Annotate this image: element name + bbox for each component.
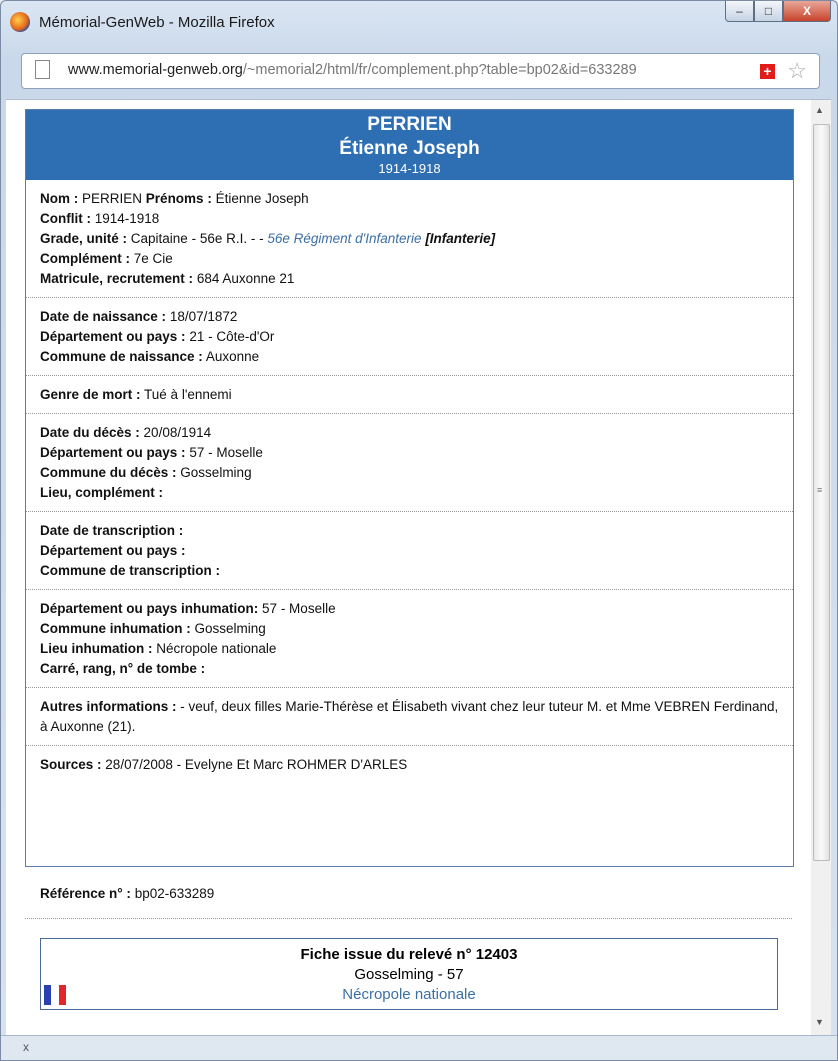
scroll-down-arrow-icon[interactable]: ▼ — [815, 1017, 824, 1027]
field-label: Grade, unité : — [40, 231, 128, 246]
field-value: Nécropole nationale — [156, 641, 277, 656]
field-value: 20/08/1914 — [143, 425, 212, 440]
record-header — [26, 110, 793, 180]
vertical-scrollbar[interactable] — [811, 100, 831, 1035]
field-label: Date de transcription : — [40, 523, 184, 538]
field-line — [40, 189, 779, 209]
field-value: 7e Cie — [133, 251, 173, 266]
soldier-record-card — [25, 109, 794, 867]
window-controls — [725, 1, 831, 23]
fiche-title: Fiche issue du relevé n° 12403 — [300, 946, 518, 963]
minimize-button[interactable]: – — [725, 1, 754, 22]
field-value: 57 - Moselle — [262, 601, 336, 616]
field-value: Étienne Joseph — [215, 191, 309, 206]
field-value: Auxonne — [205, 349, 260, 364]
field-line — [40, 521, 779, 541]
field-line — [40, 327, 779, 347]
field-line — [40, 697, 779, 737]
field-value: 57 - Moselle — [189, 445, 263, 460]
window-title: Mémorial-GenWeb - Mozilla Firefox — [39, 14, 275, 31]
field-line — [40, 229, 779, 249]
field-label: Département ou pays : — [40, 543, 186, 558]
field-line — [40, 423, 779, 443]
field-label: Commune inhumation : — [40, 621, 191, 636]
field-label: Carré, rang, n° de tombe : — [40, 661, 206, 676]
field-line — [40, 659, 779, 679]
field-line — [40, 443, 779, 463]
field-line — [40, 483, 779, 503]
other-info-section — [26, 688, 793, 746]
sources-section — [26, 746, 793, 783]
necropole-link[interactable]: Nécropole nationale — [342, 986, 476, 1003]
death-type-section — [26, 376, 793, 414]
field-line — [40, 209, 779, 229]
field-line — [40, 619, 779, 639]
identity-section — [26, 180, 793, 298]
field-label: Commune du décès : — [40, 465, 177, 480]
source-fiche-box — [40, 938, 778, 1010]
field-value: - veuf, deux filles Marie-Thérèse et Élisabeth vivant chez leur tuteur M. et Mme VEBREN Ferdinand, à Auxonne (21). — [40, 699, 779, 734]
field-line — [40, 249, 779, 269]
field-label: Date de naissance : — [40, 309, 167, 324]
field-label: Matricule, recrutement : — [40, 271, 194, 286]
reference-value: bp02-633289 — [134, 886, 215, 901]
field-line — [40, 599, 779, 619]
field-label: Département ou pays inhumation: — [40, 601, 259, 616]
field-label: Conflit : — [40, 211, 91, 226]
field-value: 684 Auxonne 21 — [196, 271, 295, 286]
field-label: Commune de transcription : — [40, 563, 221, 578]
regiment-link[interactable]: 56e Régiment d'Infanterie — [267, 231, 422, 246]
scroll-up-arrow-icon[interactable]: ▲ — [815, 105, 824, 115]
scroll-thumb[interactable] — [813, 124, 830, 861]
field-label: Sources : — [40, 757, 102, 772]
burial-section — [26, 590, 793, 688]
field-value: 1914-1918 — [94, 211, 160, 226]
field-line — [40, 463, 779, 483]
record-years: 1914-1918 — [378, 161, 441, 176]
page-icon — [35, 60, 50, 79]
field-value: 18/07/1872 — [169, 309, 238, 324]
field-label: Date du décès : — [40, 425, 140, 440]
field-label: Commune de naissance : — [40, 349, 203, 364]
field-value: PERRIEN — [82, 191, 143, 206]
status-bar — [1, 1035, 837, 1060]
url-text[interactable] — [68, 62, 637, 78]
record-firstnames: Étienne Joseph — [339, 138, 480, 159]
bookmark-star-icon[interactable]: ☆ — [787, 58, 807, 83]
french-flag-icon — [44, 985, 66, 1005]
field-label: Autres informations : — [40, 699, 177, 714]
field-label: Prénoms : — [145, 191, 212, 206]
page-content — [6, 99, 831, 1035]
field-label: Complément : — [40, 251, 131, 266]
field-label: Nom : — [40, 191, 79, 206]
field-value: 28/07/2008 - Evelyne Et Marc ROHMER D'ARLES — [105, 757, 408, 772]
field-line — [40, 307, 779, 327]
field-line — [40, 639, 779, 659]
unit-type: [Infanterie] — [425, 231, 496, 246]
field-value: Capitaine - 56e R.I. - - — [130, 231, 264, 246]
grip-icon: ≡ — [817, 485, 823, 495]
field-value: Gosselming — [180, 465, 252, 480]
reference-line — [40, 886, 214, 901]
field-value: 21 - Côte-d'Or — [189, 329, 275, 344]
title-bar — [1, 1, 837, 47]
address-bar[interactable] — [21, 53, 820, 89]
maximize-button[interactable]: □ — [754, 1, 783, 22]
divider — [25, 918, 792, 919]
reference-label: Référence n° : — [40, 886, 131, 901]
field-label: Lieu inhumation : — [40, 641, 153, 656]
fiche-place: Gosselming - 57 — [354, 966, 464, 983]
url-path: /~memorial2/html/fr/complement.php?table=bp02&id=633289 — [242, 62, 637, 78]
death-section — [26, 414, 793, 512]
field-line — [40, 561, 779, 581]
transcription-section — [26, 512, 793, 590]
swiss-flag-icon[interactable]: + — [760, 64, 775, 79]
close-addon-bar-icon[interactable]: x — [23, 1040, 29, 1054]
field-label: Genre de mort : — [40, 387, 141, 402]
url-host: www.memorial-genweb.org — [68, 62, 243, 78]
field-line — [40, 385, 779, 405]
record-surname: PERRIEN — [367, 114, 452, 135]
firefox-icon — [10, 12, 30, 32]
field-label: Département ou pays : — [40, 445, 186, 460]
birth-section — [26, 298, 793, 376]
field-label: Département ou pays : — [40, 329, 186, 344]
field-line — [40, 269, 779, 289]
field-value: Tué à l'ennemi — [144, 387, 232, 402]
close-button[interactable]: X — [783, 1, 831, 22]
field-line — [40, 541, 779, 561]
field-line — [40, 755, 779, 775]
field-value: Gosselming — [194, 621, 266, 636]
field-label: Lieu, complément : — [40, 485, 164, 500]
field-line — [40, 347, 779, 367]
